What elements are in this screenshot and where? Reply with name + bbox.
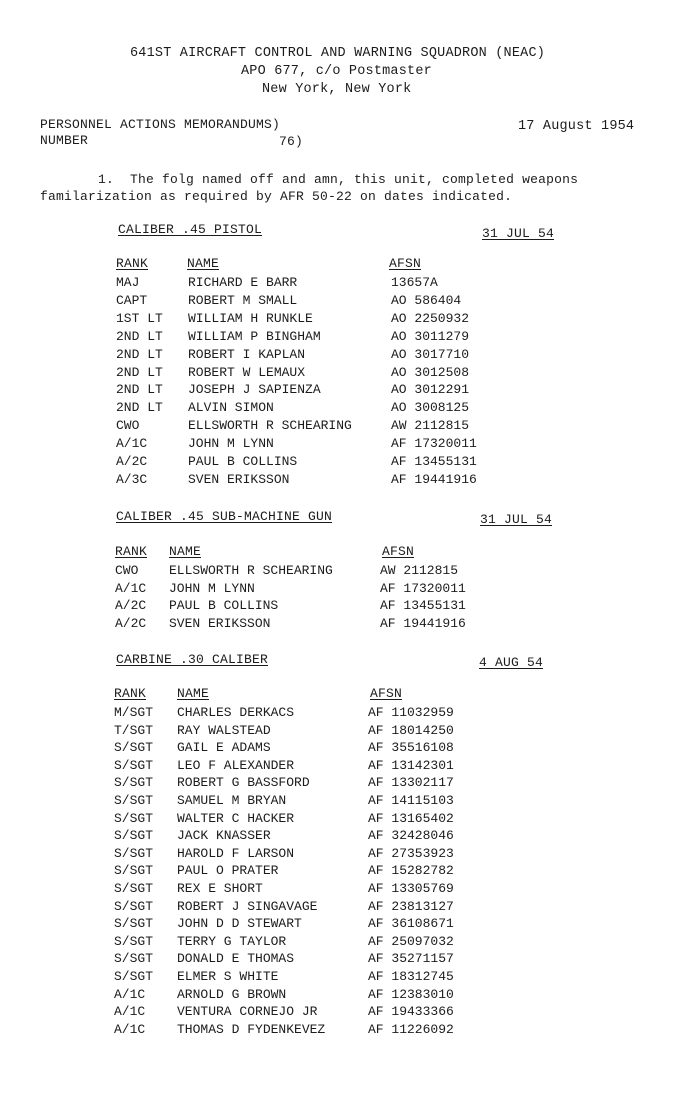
name-cell: PAUL B COLLINS bbox=[169, 598, 279, 614]
name-cell: CHARLES DERKACS bbox=[177, 705, 295, 720]
rank-cell: M/SGT bbox=[114, 705, 154, 720]
rank-cell: A/2C bbox=[115, 615, 147, 631]
table-row bbox=[0, 845, 700, 863]
rank-cell: S/SGT bbox=[114, 793, 154, 808]
rank-cell: A/1C bbox=[114, 986, 146, 1002]
rank-cell: 2ND LT bbox=[116, 328, 163, 344]
rank-cell: 2ND LT bbox=[116, 382, 163, 398]
name-cell: JOHN D D STEWART bbox=[177, 916, 302, 932]
table-row bbox=[0, 615, 700, 633]
table-row bbox=[0, 792, 700, 810]
name-cell: WALTER C HACKER bbox=[177, 810, 295, 826]
rank-cell: A/2C bbox=[115, 598, 147, 614]
memo-number-label: NUMBER bbox=[40, 133, 89, 148]
rank-cell: S/SGT bbox=[114, 757, 154, 773]
rank-cell: 1ST LT bbox=[116, 310, 163, 326]
name-cell: ROBERT J SINGAVAGE bbox=[177, 898, 318, 914]
afsn-cell: AF 27353923 bbox=[368, 845, 454, 861]
afsn-cell: AF 35271157 bbox=[368, 951, 454, 967]
table-row bbox=[0, 880, 700, 898]
name-cell: ARNOLD G BROWN bbox=[177, 986, 287, 1002]
table-row bbox=[0, 722, 700, 740]
table-row bbox=[0, 774, 700, 792]
name-cell: ROBERT G BASSFORD bbox=[177, 775, 310, 791]
table-row bbox=[0, 597, 700, 615]
rank-cell: S/SGT bbox=[114, 916, 154, 932]
name-cell: ROBERT M SMALL bbox=[188, 292, 298, 308]
name-cell: JOSEPH J SAPIENZA bbox=[188, 382, 321, 398]
afsn-cell: AF 13305769 bbox=[368, 881, 454, 896]
afsn-cell: AF 13165402 bbox=[368, 810, 454, 826]
rank-cell: S/SGT bbox=[114, 881, 154, 896]
afsn-cell: AO 586404 bbox=[391, 292, 462, 308]
column-header-rank: RANK bbox=[114, 686, 147, 701]
column-header-rank: RANK bbox=[115, 544, 148, 559]
table-row bbox=[0, 580, 700, 598]
name-cell: SVEN ERIKSSON bbox=[169, 615, 271, 631]
afsn-cell: AF 13142301 bbox=[368, 757, 454, 773]
table-row bbox=[0, 381, 700, 399]
afsn-cell: AW 2112815 bbox=[380, 563, 459, 578]
afsn-cell: AF 35516108 bbox=[368, 740, 454, 756]
name-cell: ELMER S WHITE bbox=[177, 969, 279, 984]
afsn-cell: AF 15282782 bbox=[368, 863, 454, 879]
afsn-cell: AF 17320011 bbox=[380, 580, 466, 596]
memo-title: PERSONNEL ACTIONS MEMORANDUMS) bbox=[40, 117, 281, 132]
paragraph-line-1: 1. The folg named off and amn, this unit, completed weapons bbox=[98, 172, 579, 187]
rank-cell: CWO bbox=[116, 418, 140, 434]
name-cell: ELLSWORTH R SCHEARING bbox=[188, 418, 352, 434]
name-cell: DONALD E THOMAS bbox=[177, 951, 295, 967]
apo-address: APO 677, c/o Postmaster bbox=[241, 64, 432, 79]
rank-cell: A/1C bbox=[116, 436, 148, 452]
table-row bbox=[0, 810, 700, 828]
name-cell: TERRY G TAYLOR bbox=[177, 933, 287, 949]
table-row bbox=[0, 562, 700, 580]
table-row bbox=[0, 364, 700, 382]
table-row bbox=[0, 346, 700, 364]
section-title: CARBINE .30 CALIBER bbox=[116, 652, 269, 667]
name-cell: ALVIN SIMON bbox=[188, 400, 274, 416]
rank-cell: S/SGT bbox=[114, 828, 154, 844]
afsn-cell: AO 2250932 bbox=[391, 310, 470, 326]
afsn-cell: AF 18014250 bbox=[368, 722, 454, 738]
table-row bbox=[0, 933, 700, 951]
afsn-cell: AF 17320011 bbox=[391, 436, 477, 452]
section-title: CALIBER .45 SUB-MACHINE GUN bbox=[116, 509, 333, 524]
table-row bbox=[0, 968, 700, 986]
afsn-cell: AF 13455131 bbox=[380, 598, 466, 614]
afsn-cell: AF 11226092 bbox=[368, 1021, 454, 1037]
afsn-cell: AF 19433366 bbox=[368, 1004, 454, 1020]
table-row bbox=[0, 915, 700, 933]
name-cell: JACK KNASSER bbox=[177, 828, 271, 844]
rank-cell: S/SGT bbox=[114, 863, 154, 879]
rank-cell: CAPT bbox=[116, 292, 148, 308]
table-row bbox=[0, 328, 700, 346]
rank-cell: 2ND LT bbox=[116, 346, 163, 362]
table-row bbox=[0, 757, 700, 775]
afsn-cell: AF 25097032 bbox=[368, 933, 454, 949]
column-header-afsn: AFSN bbox=[382, 544, 415, 559]
rank-cell: S/SGT bbox=[114, 969, 154, 984]
name-cell: JOHN M LYNN bbox=[169, 580, 255, 596]
rank-cell: A/1C bbox=[114, 1004, 146, 1020]
afsn-cell: AO 3017710 bbox=[391, 346, 470, 362]
name-cell: PAUL B COLLINS bbox=[188, 454, 298, 469]
rank-cell: S/SGT bbox=[114, 810, 154, 826]
section-title: CALIBER .45 PISTOL bbox=[118, 222, 263, 237]
name-cell: ROBERT W LEMAUX bbox=[188, 364, 306, 380]
section-date: 31 JUL 54 bbox=[482, 226, 555, 241]
table-row bbox=[0, 453, 700, 471]
afsn-cell: AF 19441916 bbox=[380, 615, 466, 631]
name-cell: WILLIAM P BINGHAM bbox=[188, 328, 321, 344]
rank-cell: S/SGT bbox=[114, 740, 154, 756]
name-cell: LEO F ALEXANDER bbox=[177, 757, 295, 773]
table-row bbox=[0, 862, 700, 880]
table-row bbox=[0, 1003, 700, 1021]
table-row bbox=[0, 1021, 700, 1039]
table-row bbox=[0, 310, 700, 328]
rank-cell: A/1C bbox=[115, 580, 147, 596]
afsn-cell: AO 3012291 bbox=[391, 382, 470, 398]
rank-cell: S/SGT bbox=[114, 775, 154, 791]
table-row bbox=[0, 739, 700, 757]
rank-cell: A/2C bbox=[116, 454, 148, 469]
table-row bbox=[0, 898, 700, 916]
name-cell: RAY WALSTEAD bbox=[177, 722, 271, 738]
rank-cell: S/SGT bbox=[114, 898, 154, 914]
name-cell: WILLIAM H RUNKLE bbox=[188, 310, 313, 326]
table-row bbox=[0, 704, 700, 722]
section-date: 4 AUG 54 bbox=[479, 655, 544, 670]
table-row bbox=[0, 292, 700, 310]
afsn-cell: AF 12383010 bbox=[368, 986, 454, 1002]
name-cell: SAMUEL M BRYAN bbox=[177, 793, 287, 808]
afsn-cell: AF 11032959 bbox=[368, 705, 454, 720]
afsn-cell: AO 3011279 bbox=[391, 328, 470, 344]
name-cell: RICHARD E BARR bbox=[188, 275, 298, 290]
memo-date: 17 August 1954 bbox=[518, 119, 635, 134]
memo-number: 76) bbox=[279, 134, 304, 149]
column-header-name: NAME bbox=[187, 256, 220, 271]
afsn-cell: AF 19441916 bbox=[391, 471, 477, 487]
table-row bbox=[0, 399, 700, 417]
rank-cell: MAJ bbox=[116, 275, 140, 290]
column-header-name: NAME bbox=[169, 544, 202, 559]
name-cell: GAIL E ADAMS bbox=[177, 740, 271, 756]
rank-cell: T/SGT bbox=[114, 722, 154, 738]
table-row bbox=[0, 471, 700, 489]
name-cell: ELLSWORTH R SCHEARING bbox=[169, 563, 333, 578]
rank-cell: 2ND LT bbox=[116, 364, 163, 380]
afsn-cell: AW 2112815 bbox=[391, 418, 470, 434]
name-cell: ROBERT I KAPLAN bbox=[188, 346, 306, 362]
afsn-cell: AO 3008125 bbox=[391, 400, 470, 416]
table-row bbox=[0, 986, 700, 1004]
table-row bbox=[0, 827, 700, 845]
rank-cell: A/3C bbox=[116, 471, 148, 487]
name-cell: VENTURA CORNEJO JR bbox=[177, 1004, 318, 1020]
afsn-cell: AF 32428046 bbox=[368, 828, 454, 844]
name-cell: HAROLD F LARSON bbox=[177, 845, 295, 861]
name-cell: THOMAS D FYDENKEVEZ bbox=[177, 1021, 326, 1037]
name-cell: JOHN M LYNN bbox=[188, 436, 274, 452]
table-row bbox=[0, 274, 700, 292]
afsn-cell: AF 13302117 bbox=[368, 775, 454, 791]
name-cell: REX E SHORT bbox=[177, 881, 263, 896]
rank-cell: CWO bbox=[115, 563, 139, 578]
table-row bbox=[0, 950, 700, 968]
name-cell: SVEN ERIKSSON bbox=[188, 471, 290, 487]
section-date: 31 JUL 54 bbox=[480, 512, 553, 527]
column-header-name: NAME bbox=[177, 686, 210, 701]
afsn-cell: AF 14115103 bbox=[368, 793, 454, 808]
rank-cell: A/1C bbox=[114, 1021, 146, 1037]
rank-cell: 2ND LT bbox=[116, 400, 163, 416]
afsn-cell: AF 23813127 bbox=[368, 898, 454, 914]
city-address: New York, New York bbox=[262, 82, 412, 97]
column-header-afsn: AFSN bbox=[389, 256, 422, 271]
afsn-cell: AF 18312745 bbox=[368, 969, 454, 984]
table-row bbox=[0, 435, 700, 453]
rank-cell: S/SGT bbox=[114, 845, 154, 861]
afsn-cell: AF 13455131 bbox=[391, 454, 477, 469]
unit-name: 641ST AIRCRAFT CONTROL AND WARNING SQUADRON (NEAC) bbox=[130, 46, 546, 61]
rank-cell: S/SGT bbox=[114, 933, 154, 949]
rank-cell: S/SGT bbox=[114, 951, 154, 967]
name-cell: PAUL O PRATER bbox=[177, 863, 279, 879]
afsn-cell: AF 36108671 bbox=[368, 916, 454, 932]
afsn-cell: 13657A bbox=[391, 275, 438, 290]
column-header-afsn: AFSN bbox=[370, 686, 403, 701]
afsn-cell: AO 3012508 bbox=[391, 364, 470, 380]
paragraph-line-2: familarization as required by AFR 50-22 on dates indicated. bbox=[40, 189, 513, 204]
table-row bbox=[0, 417, 700, 435]
column-header-rank: RANK bbox=[116, 256, 149, 271]
